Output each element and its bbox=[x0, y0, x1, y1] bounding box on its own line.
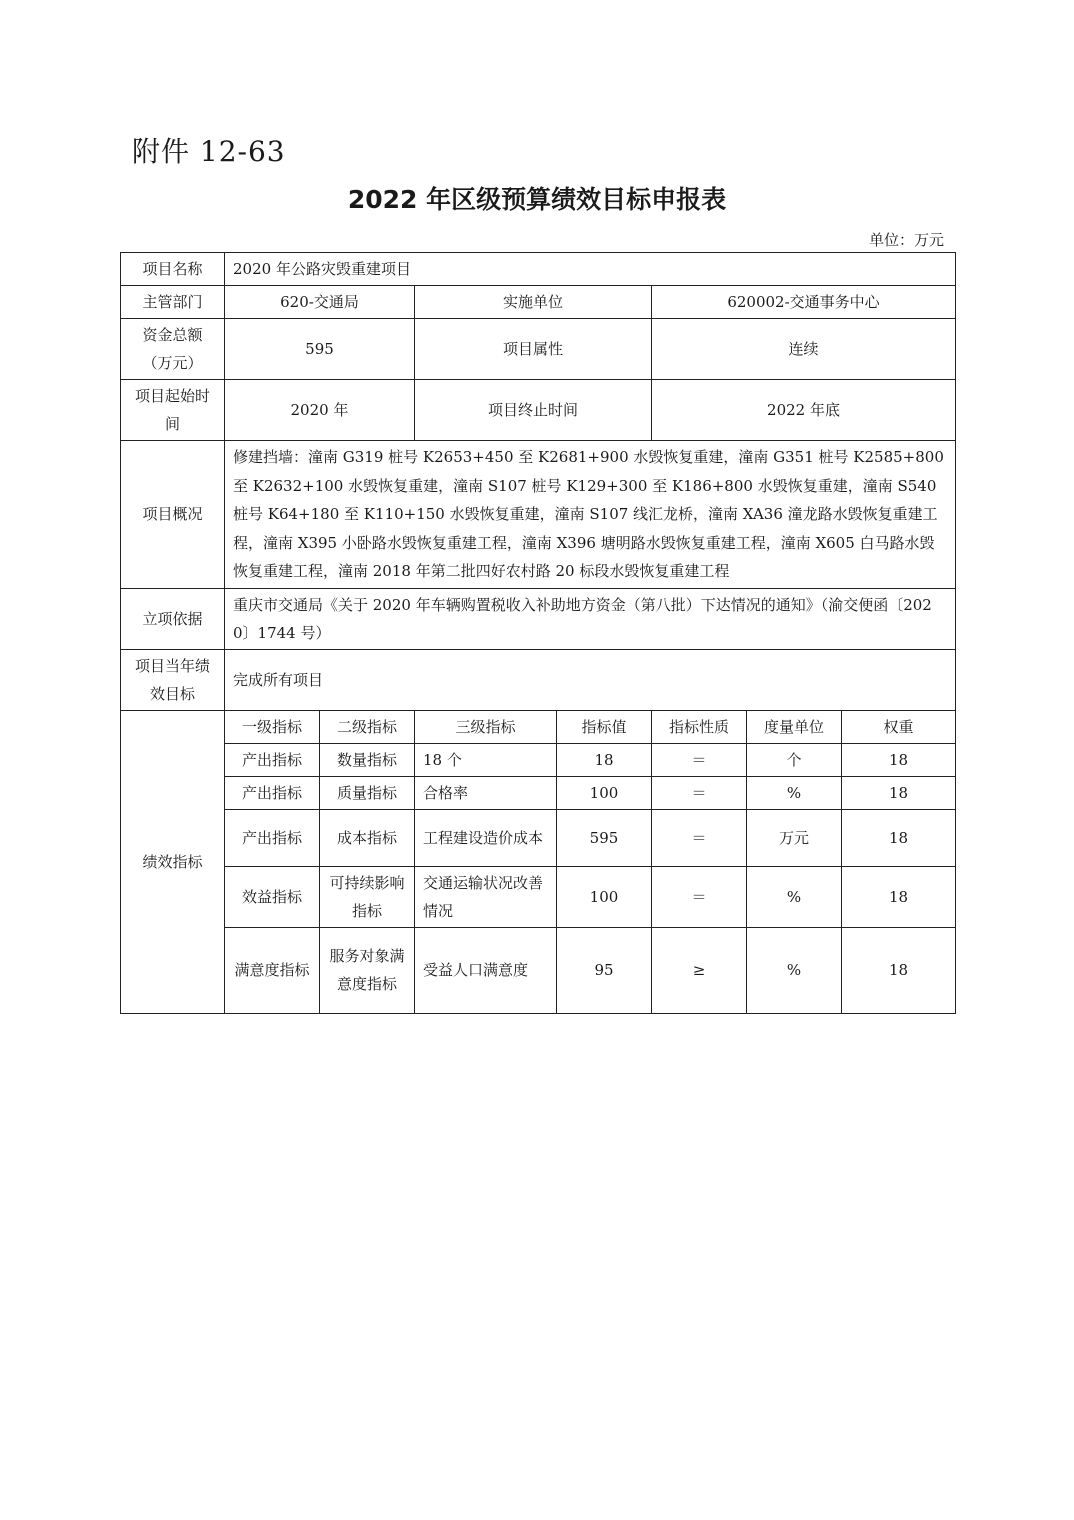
perf-header: 一级指标 bbox=[225, 710, 320, 743]
row-department bbox=[121, 286, 956, 319]
perf-cell: 产出指标 bbox=[225, 809, 320, 866]
goal-value: 完成所有项目 bbox=[225, 649, 956, 710]
impl-label: 实施单位 bbox=[415, 286, 652, 319]
perf-cell: 交通运输状况改善情况 bbox=[415, 866, 557, 927]
perf-cell: 100 bbox=[557, 866, 652, 927]
perf-cell: 产出指标 bbox=[225, 776, 320, 809]
perf-cell: % bbox=[747, 866, 842, 927]
perf-cell: 18 bbox=[842, 927, 956, 1013]
perf-cell: 满意度指标 bbox=[225, 927, 320, 1013]
basis-value: 重庆市交通局《关于 2020 年车辆购置税收入补助地方资金（第八批）下达情况的通知》（渝交便函〔2020〕1744 号） bbox=[225, 588, 956, 649]
perf-cell: % bbox=[747, 776, 842, 809]
end-value: 2022 年底 bbox=[652, 380, 956, 441]
start-label: 项目起始时间 bbox=[121, 380, 225, 441]
perf-cell: 18 bbox=[842, 743, 956, 776]
row-funds bbox=[121, 319, 956, 380]
perf-cell: ＝ bbox=[652, 866, 747, 927]
summary-value: 修建挡墙：潼南 G319 桩号 K2653+450 至 K2681+900 水毁恢复重建，潼南 G351 桩号 K2585+800 至 K2632+100 水毁恢复重建，潼南 S107 桩号 K129+300 至 K186+800 水毁恢复重建，潼南 S540 桩号 K64+180 至 K110+150 水毁恢复重建，潼南 S107 线汇龙桥，潼南 XA36 潼龙路水毁恢复重建工程，潼南 X395 小卧路水毁恢复重建工程，潼南 X396 塘明路水毁恢复重建工程，潼南 X605 白马路水毁恢复重建工程，潼南 2018 年第二批四好农村路 20 标段水毁恢复重建工程 bbox=[225, 441, 956, 589]
impl-value: 620002-交通事务中心 bbox=[652, 286, 956, 319]
row-period bbox=[121, 380, 956, 441]
table-row bbox=[121, 743, 956, 776]
fund-label: 资金总额（万元） bbox=[121, 319, 225, 380]
perf-cell: 100 bbox=[557, 776, 652, 809]
attr-value: 连续 bbox=[652, 319, 956, 380]
perf-cell: ≥ bbox=[652, 927, 747, 1013]
fund-value: 595 bbox=[225, 319, 415, 380]
attachment-number: 附件 12-63 bbox=[132, 135, 286, 168]
perf-cell: 工程建设造价成本 bbox=[415, 809, 557, 866]
perf-cell: ＝ bbox=[652, 776, 747, 809]
perf-cell: ＝ bbox=[652, 743, 747, 776]
perf-cell: 合格率 bbox=[415, 776, 557, 809]
perf-cell: 可持续影响指标 bbox=[320, 866, 415, 927]
perf-cell: 万元 bbox=[747, 809, 842, 866]
page-title: 2022 年区级预算绩效目标申报表 bbox=[347, 185, 727, 214]
row-goal bbox=[121, 649, 956, 710]
row-summary bbox=[121, 441, 956, 589]
perf-cell: 受益人口满意度 bbox=[415, 927, 557, 1013]
perf-header: 二级指标 bbox=[320, 710, 415, 743]
perf-header: 指标性质 bbox=[652, 710, 747, 743]
dept-value: 620-交通局 bbox=[225, 286, 415, 319]
perf-cell: 18 bbox=[842, 776, 956, 809]
row-basis bbox=[121, 588, 956, 649]
summary-label: 项目概况 bbox=[121, 441, 225, 589]
perf-header-row bbox=[121, 710, 956, 743]
row-project-name bbox=[121, 253, 956, 286]
perf-cell: ＝ bbox=[652, 809, 747, 866]
project-name-value: 2020 年公路灾毁重建项目 bbox=[225, 253, 956, 286]
table-row bbox=[121, 866, 956, 927]
perf-cell: 个 bbox=[747, 743, 842, 776]
perf-cell: 595 bbox=[557, 809, 652, 866]
dept-label: 主管部门 bbox=[121, 286, 225, 319]
perf-cell: 95 bbox=[557, 927, 652, 1013]
perf-cell: 数量指标 bbox=[320, 743, 415, 776]
perf-cell: 成本指标 bbox=[320, 809, 415, 866]
perf-cell: 18 个 bbox=[415, 743, 557, 776]
attr-label: 项目属性 bbox=[415, 319, 652, 380]
perf-cell: 效益指标 bbox=[225, 866, 320, 927]
table-row bbox=[121, 776, 956, 809]
perf-cell: % bbox=[747, 927, 842, 1013]
perf-cell: 18 bbox=[842, 866, 956, 927]
perf-cell: 18 bbox=[842, 809, 956, 866]
perf-label: 绩效指标 bbox=[121, 710, 225, 1013]
basis-label: 立项依据 bbox=[121, 588, 225, 649]
perf-header: 指标值 bbox=[557, 710, 652, 743]
perf-cell: 产出指标 bbox=[225, 743, 320, 776]
perf-header: 三级指标 bbox=[415, 710, 557, 743]
table-row bbox=[121, 927, 956, 1013]
start-value: 2020 年 bbox=[225, 380, 415, 441]
perf-header: 权重 bbox=[842, 710, 956, 743]
perf-header: 度量单位 bbox=[747, 710, 842, 743]
end-label: 项目终止时间 bbox=[415, 380, 652, 441]
table-row bbox=[121, 809, 956, 866]
unit-note: 单位：万元 bbox=[868, 231, 944, 249]
project-name-label: 项目名称 bbox=[121, 253, 225, 286]
perf-cell: 服务对象满意度指标 bbox=[320, 927, 415, 1013]
perf-cell: 质量指标 bbox=[320, 776, 415, 809]
declaration-table bbox=[120, 252, 956, 1014]
perf-cell: 18 bbox=[557, 743, 652, 776]
goal-label: 项目当年绩效目标 bbox=[121, 649, 225, 710]
